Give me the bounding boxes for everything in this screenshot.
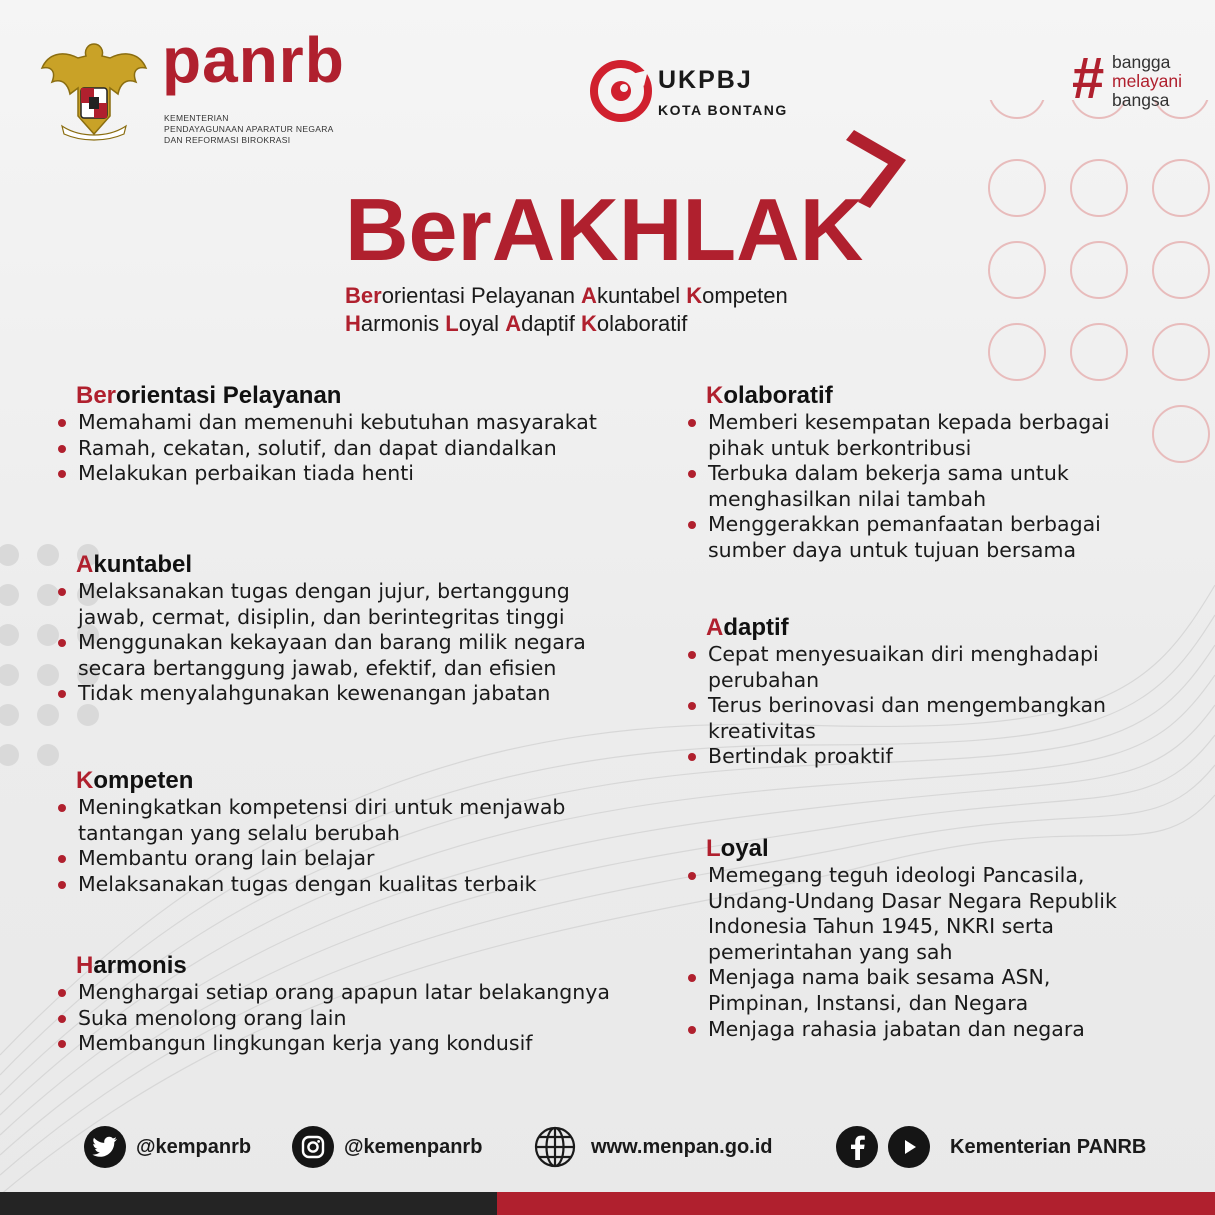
instagram-icon [292,1126,334,1168]
instagram-link[interactable] [292,1125,482,1169]
section-adaptif [686,614,1156,770]
list-item: Ramah, cekatan, solutif, dan dapat diandalkan [56,436,656,462]
list-item: Melaksanakan tugas dengan jujur, bertanggung jawab, cermat, disiplin, dan berintegritas tinggi [56,579,641,630]
list-item: Melaksanakan tugas dengan kualitas terbaik [56,872,616,898]
footer-bar-dark [0,1192,497,1215]
section-heading: Loyal [706,835,769,862]
twitter-handle: @kempanrb [136,1135,252,1158]
section-heading: Kolaboratif [706,382,833,409]
ministry-name: KEMENTERIAN PENDAYAGUNAAN APARATUR NEGARA DAN REFORMASI BIROKRASI [164,113,334,145]
youtube-play-icon[interactable] [888,1126,930,1168]
list-item: Melakukan perbaikan tiada henti [56,461,656,487]
instagram-handle: @kemenpanrb [344,1135,483,1158]
list-item: Meningkatkan kompetensi diri untuk menjawab tantangan yang selalu berubah [56,795,616,846]
title-subtitle: Berorientasi Pelayanan Akuntabel Kompeten Harmonis Loyal Adaptif Kolaboratif [345,283,788,336]
section-berorientasi-pelayanan [56,382,656,487]
website-url: www.menpan.go.id [591,1135,773,1158]
list-item: Menjaga rahasia jabatan dan negara [686,1017,1156,1043]
list-item: Terus berinovasi dan mengembangkan kreativitas [686,693,1156,744]
section-heading: Adaptif [706,614,789,641]
ukpbj-subtitle: KOTA BONTANG [658,102,788,118]
garuda-emblem [40,38,148,144]
tagline: bangga melayani bangsa [1112,52,1183,110]
list-item: Memberi kesempatan kepada berbagai pihak untuk berkontribusi [686,410,1156,461]
list-item: Menggunakan kekayaan dan barang milik negara secara bertanggung jawab, efektif, dan efisien [56,630,641,681]
section-heading: Kompeten [76,767,194,794]
list-item: Menggerakkan pemanfaatan berbagai sumber daya untuk tujuan bersama [686,512,1156,563]
main-title: BerAKHLAK [345,180,864,279]
channel-name: Kementerian PANRB [950,1135,1147,1158]
list-item: Menghargai setiap orang apapun latar belakangnya [56,980,676,1006]
list-item: Terbuka dalam bekerja sama untuk menghasilkan nilai tambah [686,461,1156,512]
list-item: Membantu orang lain belajar [56,846,616,872]
list-item: Tidak menyalahgunakan kewenangan jabatan [56,681,641,707]
list-item: Bertindak proaktif [686,744,1156,770]
section-harmonis [56,952,676,1057]
list-item: Cepat menyesuaikan diri menghadapi perubahan [686,642,1156,693]
ukpbj-logo-icon [590,60,652,122]
footer-bar-red [497,1192,1215,1215]
section-akuntabel [56,551,641,707]
panrb-logo-text: panrb [162,24,345,96]
section-kolaboratif [686,382,1156,564]
section-heading: Akuntabel [76,551,193,578]
hashtag-symbol: # [1072,46,1105,111]
section-loyal [686,835,1156,1042]
section-heading: Berorientasi Pelayanan [76,382,342,409]
list-item: Suka menolong orang lain [56,1006,676,1032]
channel-links[interactable] [836,1125,1146,1169]
list-item: Memegang teguh ideologi Pancasila, Undang-Undang Dasar Negara Republik Indonesia Tahun 1945, NKRI serta pemerintahan yang sah [686,863,1156,965]
list-item: Memahami dan memenuhi kebutuhan masyarakat [56,410,656,436]
section-heading: Harmonis [76,952,187,979]
twitter-icon [84,1126,126,1168]
list-item: Membangun lingkungan kerja yang kondusif [56,1031,676,1057]
facebook-icon[interactable] [836,1126,878,1168]
section-kompeten [56,767,616,897]
list-item: Menjaga nama baik sesama ASN, Pimpinan, Instansi, dan Negara [686,965,1156,1016]
globe-icon [533,1125,577,1169]
website-link[interactable] [533,1125,772,1169]
twitter-link[interactable] [84,1125,251,1169]
ukpbj-title: UKPBJ [658,66,753,94]
